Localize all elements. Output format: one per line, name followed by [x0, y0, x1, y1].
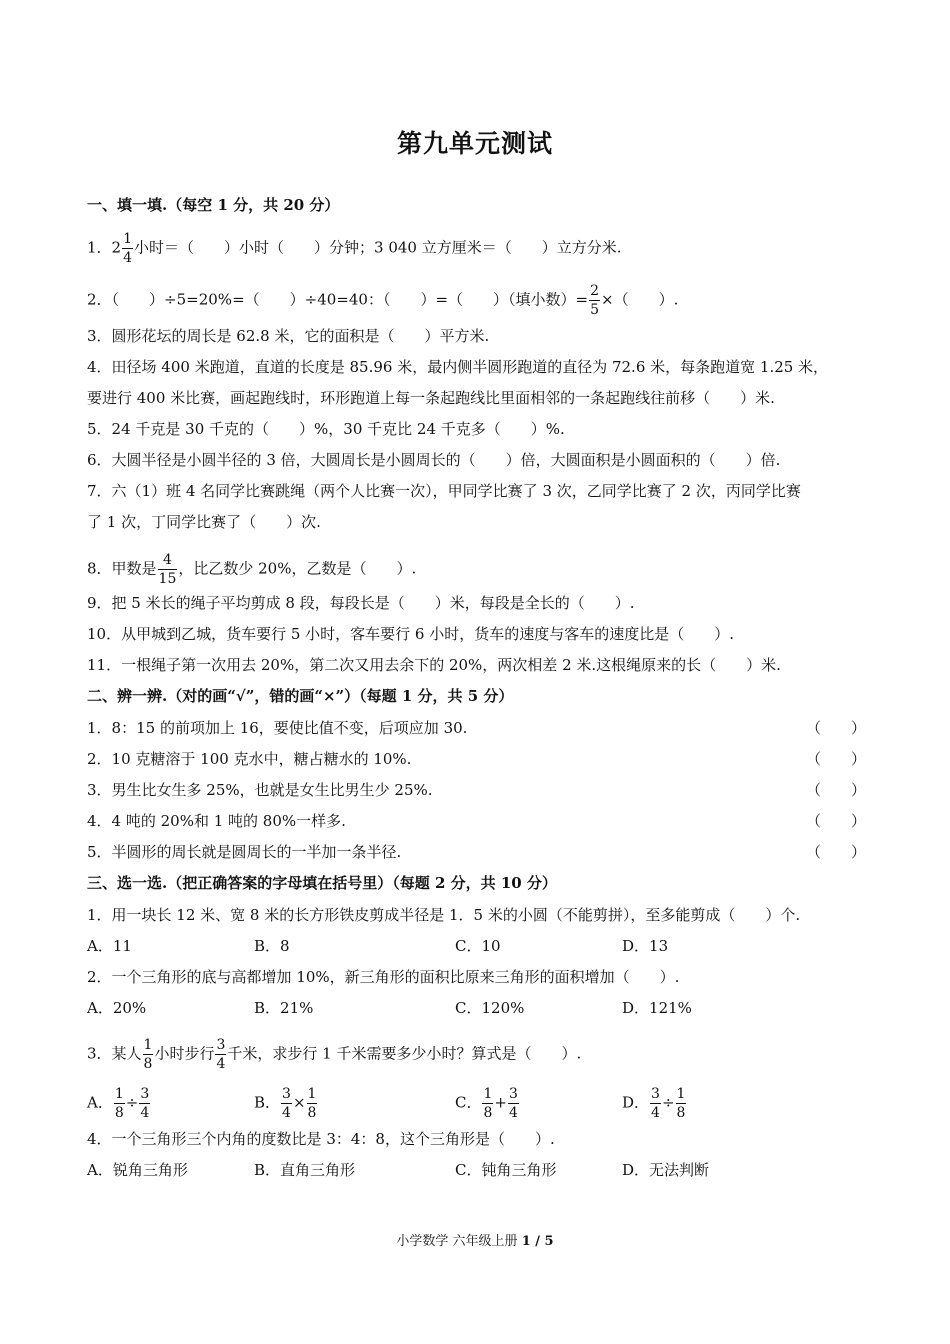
judge-statement: 4．4 吨的 20%和 1 吨的 80%一样多.	[87, 812, 346, 830]
page-number: 1 / 5	[521, 1234, 554, 1249]
fraction	[676, 1087, 687, 1120]
option-b: B．直角三角形	[254, 1161, 356, 1179]
question-text: 8．甲数是	[87, 559, 157, 578]
question-1-11: 11．一根绳子第一次用去 20%，第二次又用去余下的 20%，两次相差 2 米.这根绳原来的长（ ）米.	[87, 656, 781, 674]
judge-statement: 1．8：15 的前项加上 16，要使比值不变，后项应加 30.	[87, 719, 468, 737]
fraction-denominator: 8	[143, 1056, 153, 1072]
option-c: C．120%	[455, 999, 525, 1017]
option-c	[455, 1087, 520, 1120]
fraction-numerator: 2	[590, 283, 600, 299]
fraction-denominator: 4	[123, 250, 133, 266]
question-text: 3．某人	[87, 1044, 142, 1063]
question-text: ×（ ）.	[601, 290, 679, 309]
fraction-denominator: 4	[140, 1105, 150, 1121]
section-1-heading: 一、填一填.（每空 1 分，共 20 分）	[87, 196, 340, 214]
question-1-3: 3．圆形花坛的周长是 62.8 米，它的面积是（ ）平方米.	[87, 327, 490, 345]
question-1-1	[87, 232, 866, 265]
question-1-7-line-2: 了 1 次，丁同学比赛了（ ）次.	[87, 513, 321, 531]
operator: ÷	[661, 1093, 675, 1112]
fraction-denominator: 4	[216, 1056, 226, 1072]
question-1-4-line-1: 4．田径场 400 米跑道，直道的长度是 85.96 米，最内侧半圆形跑道的直径为 72.6 米，每条跑道宽 1.25 米，	[87, 358, 829, 376]
judge-item-4	[87, 810, 866, 832]
question-text: 2．（ ）÷5=20%=（ ）÷40=40：（ ）=（ ）（填小数）=	[87, 290, 589, 309]
fraction-numerator: 1	[123, 231, 133, 247]
fraction-denominator: 8	[483, 1105, 493, 1121]
option-a: A．锐角三角形	[87, 1161, 188, 1179]
option-c: C．10	[455, 937, 501, 955]
judge-item-1	[87, 717, 866, 739]
fraction-numerator: 3	[651, 1086, 660, 1102]
operator: +	[494, 1093, 507, 1112]
question-1-7-line-1: 7．六（1）班 4 名同学比赛跳绳（两个人比赛一次），甲同学比赛了 3 次，乙同学比赛了 2 次，丙同学比赛	[87, 482, 801, 500]
operator: ×	[292, 1093, 306, 1112]
judge-item-5	[87, 841, 866, 863]
option-d	[622, 1087, 687, 1120]
fraction-denominator: 5	[590, 302, 600, 318]
fraction-denominator: 8	[114, 1105, 124, 1121]
option-b: B．21%	[254, 999, 314, 1017]
operator: ÷	[125, 1093, 139, 1112]
fraction-denominator: 4	[282, 1105, 291, 1121]
fraction-numerator: 3	[216, 1037, 226, 1053]
option-d: D．121%	[622, 999, 692, 1017]
question-text: 1．2	[87, 238, 122, 257]
question-1-5: 5．24 千克是 30 千克的（ ）%，30 千克比 24 千克多（ ）%.	[87, 420, 565, 438]
fraction	[281, 1087, 292, 1120]
question-text: 小时步行	[154, 1044, 215, 1063]
fraction-denominator: 8	[307, 1105, 317, 1121]
option-a: A．11	[87, 937, 132, 955]
answer-bracket: （ ）	[805, 781, 866, 799]
judge-statement: 5．半圆形的周长就是圆周长的一半加一条半径.	[87, 843, 402, 861]
option-d: D．无法判断	[622, 1161, 710, 1179]
judge-statement: 2．10 克糖溶于 100 克水中，糖占糖水的 10%.	[87, 750, 412, 768]
fraction	[589, 284, 600, 317]
fraction-numerator: 1	[307, 1086, 317, 1102]
fraction-denominator: 15	[158, 571, 177, 587]
fraction-numerator: 1	[143, 1037, 153, 1053]
question-1-6: 6．大圆半径是小圆半径的 3 倍，大圆周长是小圆周长的（ ）倍，大圆面积是小圆面积的（ ）倍.	[87, 451, 781, 469]
fraction-numerator: 3	[508, 1086, 518, 1102]
fraction-denominator: 8	[676, 1105, 686, 1121]
answer-bracket: （ ）	[805, 812, 866, 830]
section-2-heading: 二、辨一辨.（对的画“√”，错的画“×”）（每题 1 分，共 5 分）	[87, 687, 514, 705]
fraction-denominator: 4	[651, 1105, 660, 1121]
fraction-numerator: 1	[114, 1086, 124, 1102]
section-3-heading: 三、选一选.（把正确答案的字母填在括号里）（每题 2 分，共 10 分）	[87, 874, 557, 892]
question-1-9: 9．把 5 米长的绳子平均剪成 8 段，每段长是（ ）米，每段是全长的（ ）.	[87, 594, 635, 612]
question-1-2	[87, 284, 866, 317]
question-1-4-line-2: 要进行 400 米比赛，画起跑线时，环形跑道上每一条起跑线比里面相邻的一条起跑线往前移（ ）米.	[87, 389, 775, 407]
judge-item-3	[87, 779, 866, 801]
option-a: A．20%	[87, 999, 147, 1017]
fraction	[482, 1087, 493, 1120]
page-title: 第九单元测试	[396, 129, 553, 158]
judge-statement: 3．男生比女生多 25%，也就是女生比男生少 25%.	[87, 781, 433, 799]
option-b	[254, 1087, 318, 1120]
answer-bracket: （ ）	[805, 719, 866, 737]
fraction-numerator: 3	[282, 1086, 291, 1102]
option-c: C．钝角三角形	[455, 1161, 557, 1179]
answer-bracket: （ ）	[805, 750, 866, 768]
fraction-denominator: 4	[508, 1105, 518, 1121]
fraction	[139, 1087, 150, 1120]
option-a	[87, 1087, 151, 1120]
fraction	[114, 1087, 125, 1120]
option-label: A．	[87, 1093, 113, 1112]
question-1-8	[87, 553, 866, 586]
fraction-numerator: 4	[163, 552, 172, 568]
fraction-numerator: 3	[140, 1086, 150, 1102]
fraction	[122, 232, 133, 265]
fraction	[650, 1087, 661, 1120]
fraction	[158, 553, 178, 586]
fraction	[143, 1038, 154, 1071]
fraction	[307, 1087, 318, 1120]
fraction	[215, 1038, 226, 1071]
option-b: B．8	[254, 937, 290, 955]
choice-question-3	[87, 1038, 866, 1071]
option-label: D．	[622, 1093, 650, 1112]
footer-text: 小学数学 六年级上册	[396, 1234, 522, 1249]
question-text: ，比乙数少 20%，乙数是（ ）.	[178, 559, 417, 578]
fraction-numerator: 1	[676, 1086, 686, 1102]
choice-question-2: 2．一个三角形的底与高都增加 10%，新三角形的面积比原来三角形的面积增加（ ）.	[87, 968, 680, 986]
answer-bracket: （ ）	[805, 843, 866, 861]
choice-question-4: 4．一个三角形三个内角的度数比是 3：4：8，这个三角形是（ ）.	[87, 1130, 555, 1148]
fraction-numerator: 1	[483, 1086, 493, 1102]
question-text: 千米，求步行 1 千米需要多少小时？算式是（ ）.	[227, 1044, 582, 1063]
question-text: 小时＝（ ）小时（ ）分钟；3 040 立方厘米＝（ ）立方分米.	[134, 238, 622, 257]
option-d: D．13	[622, 937, 669, 955]
option-label: B．	[254, 1093, 281, 1112]
choice-question-1: 1．用一块长 12 米、宽 8 米的长方形铁皮剪成半径是 1．5 米的小圆（不能剪拼），至多能剪成（ ）个.	[87, 906, 801, 924]
judge-item-2	[87, 748, 866, 770]
option-label: C．	[455, 1093, 482, 1112]
page-footer	[0, 1230, 950, 1249]
question-1-10: 10．从甲城到乙城，货车要行 5 小时，客车要行 6 小时，货车的速度与客车的速度比是（ ）.	[87, 625, 735, 643]
fraction	[508, 1087, 519, 1120]
